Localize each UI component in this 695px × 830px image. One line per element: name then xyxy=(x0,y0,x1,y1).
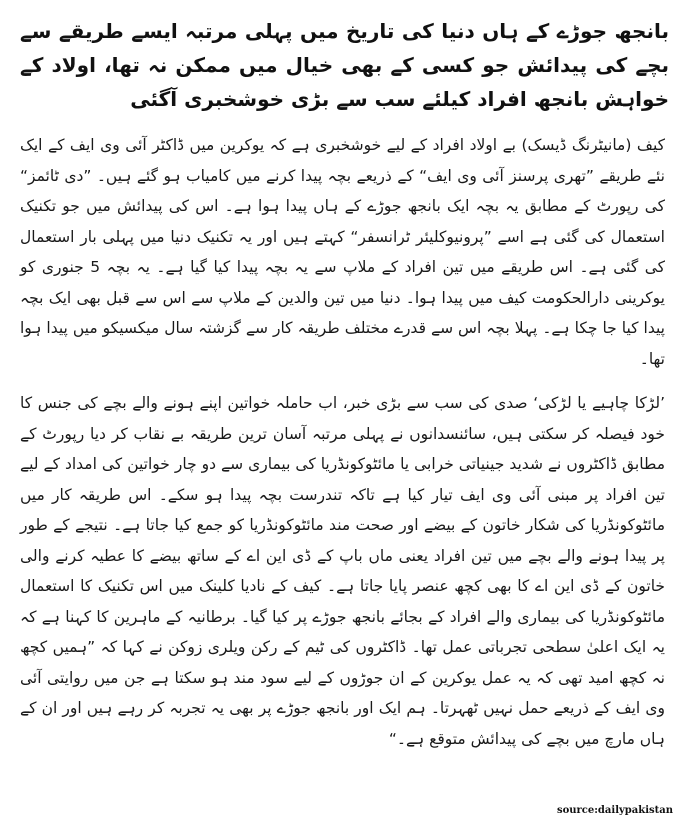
article-paragraph-2: ’لڑکا چاہیے یا لڑکی‘ صدی کی سب سے بڑی خبر، اب حاملہ خواتین اپنے ہونے والے بچے کی جنس کا خود فیصلہ کر سکتی ہیں، سائنسدانوں نے پہلی مرتبہ آسان ترین طریقہ بے نقاب کر دیا رپورٹ کے مطابق ڈاکٹروں نے شدید جینیاتی خرابی یا مائٹوکونڈریا کی بیماری سے دو چار خواتین کی امداد کے لیے تین افراد پر مبنی آئی وی ایف تیار کیا ہے تاکہ تندرست بچہ پیدا ہو سکے۔ اس طریقہ کار میں مائٹوکونڈریا کی شکار خاتون کے بیضے اور صحت مند مائٹوکونڈریا کو جمع کیا جاتا ہے۔ نتیجے کے طور پر پیدا ہونے والے بچے میں تین افراد یعنی ماں باپ کے ڈی این اے کے ساتھ بیضے کا عطیہ کرنے والی خاتون کے ڈی این اے کا بھی کچھ عنصر پایا جاتا ہے۔ کیف کے نادیا کلینک میں اس تکنیک کا استعمال مائٹوکونڈریا کی بیماری والے افراد کے بجائے بانجھ جوڑے پر کیا گیا۔ برطانیہ کے ماہرین کا کہنا ہے کہ یہ ایک اعلیٰ سطحی تجرباتی عمل تھا۔ ڈاکٹروں کی ٹیم کے رکن ویلری زوکن نے کہا کہ ”ہمیں کچھ نہ کچھ امید تھی کہ یہ عمل یوکرین کے ان جوڑوں کے لیے سود مند ہو سکتا ہے جن میں روایتی آئی وی ایف کے ذریعے حمل نہیں ٹھہرتا۔ ہم ایک اور بانجھ جوڑے پر بھی یہ تجربہ کر رہے ہیں اور ان کے ہاں مارچ میں بچے کی پیدائش متوقع ہے۔“ xyxy=(20,394,665,748)
article-headline: بانجھ جوڑے کے ہاں دنیا کی تاریخ میں پہلی مرتبہ ایسے طریقے سے بچے کی پیدائش جو کسی کے بھی خیال میں ممکن نہ تھا، اولاد کے خواہش بانجھ افراد کیلئے سب سے بڑی خوشخبری آگئی xyxy=(20,19,669,111)
article-paragraph-1: کیف (مانیٹرنگ ڈیسک) بے اولاد افراد کے لیے خوشخبری ہے کہ یوکرین میں ڈاکٹر آئی وی ایف کے ایک نئے طریقے ”تھری پرسنز آئی وی ایف“ کے ذریعے بچہ پیدا کرنے میں کامیاب ہو گئے ہیں۔ ”دی ٹائمز“ کی رپورٹ کے مطابق یہ بچہ ایک بانجھ جوڑے کے ہاں پیدا ہوا ہے۔ اس کی پیدائش میں جو تکنیک استعمال کی گئی ہے اسے ”پرونیوکلیئر ٹرانسفر“ کہتے ہیں اور یہ تکنیک دنیا میں پہلی بار استعمال کی گئی ہے۔ اس طریقے میں تین افراد کے ملاپ سے یہ بچہ پیدا کیا گیا ہے۔ یہ بچہ 5 جنوری کو یوکرینی دارالحکومت کیف میں پیدا ہوا۔ دنیا میں تین والدین کے ملاپ سے اس سے قبل بھی ایک بچہ پیدا کیا جا چکا ہے۔ پہلا بچہ اس سے قدرے مختلف طریقہ کار سے گزشتہ سال میکسیکو میں پیدا ہوا تھا۔ xyxy=(20,136,665,368)
source-credit: source:dailypakistan xyxy=(556,805,673,816)
